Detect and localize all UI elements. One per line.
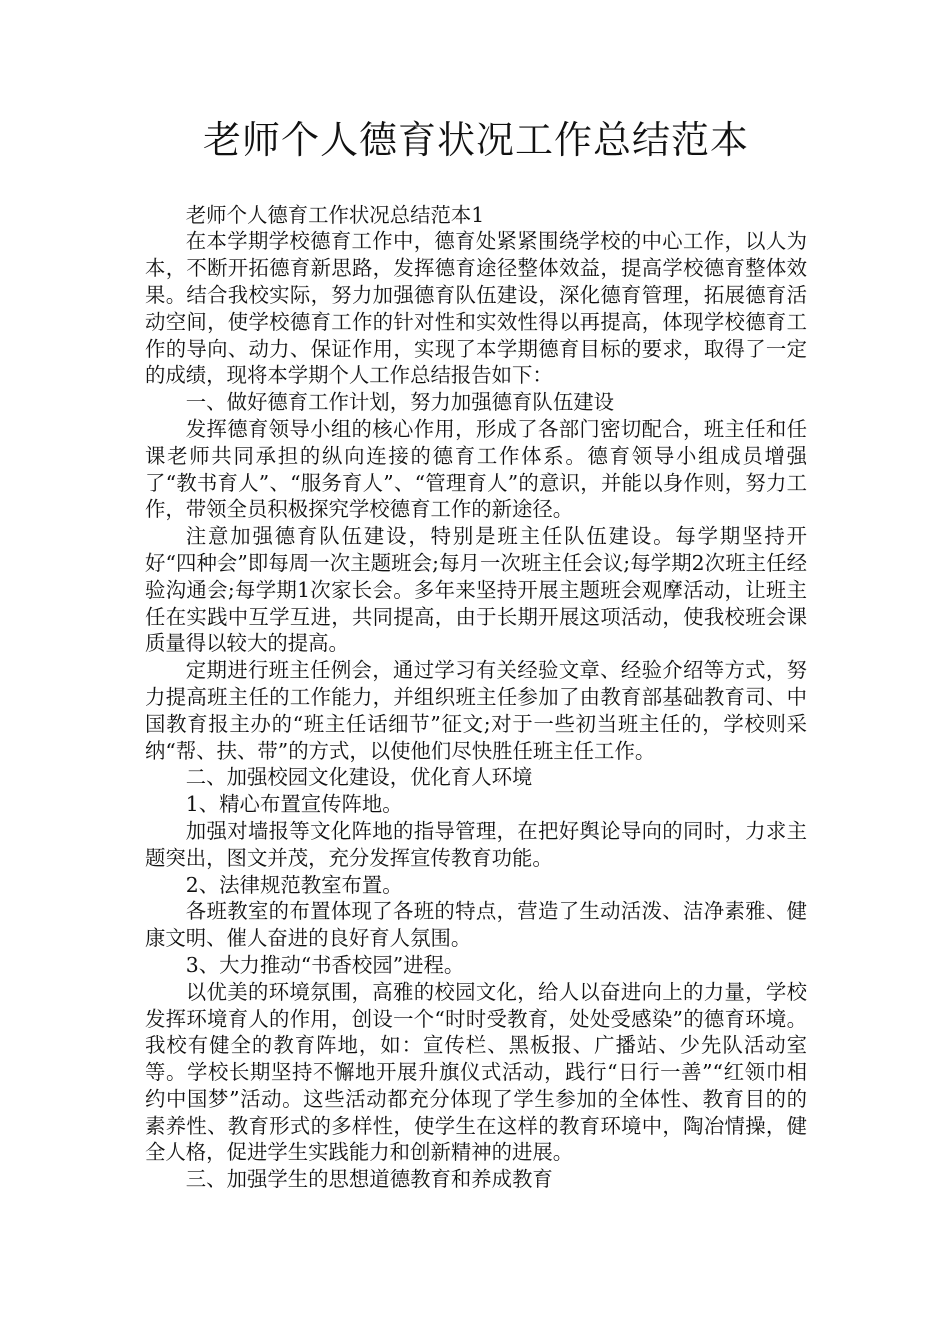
document-title: 老师个人德育状况工作总结范本 bbox=[202, 118, 749, 162]
body-paragraph: 发挥德育领导小组的核心作用，形成了各部门密切配合，班主任和任课老师共同承担的纵向连接的德育工作体系。德育领导小组成员增强了“教书育人”、“服务育人”、“管理育人”的意识，并能以身作则，努力工作，带领全员积极探究学校德育工作的新途径。 bbox=[145, 416, 807, 522]
sub-heading: 2、法律规范教室布置。 bbox=[185, 872, 403, 897]
sub-heading: 1、精心布置宣传阵地。 bbox=[185, 792, 403, 817]
body-paragraph: 在本学期学校德育工作中，德育处紧紧围绕学校的中心工作，以人为本，不断开拓德育新思路，发挥德育途径整体效益，提高学校德育整体效果。结合我校实际，努力加强德育队伍建设，深化德育管理，拓展德育活动空间，使学校德育工作的针对性和实效性得以再提高，体现学校德育工作的导向、动力、保证作用，实现了本学期德育目标的要求，取得了一定的成绩，现将本学期个人工作总结报告如下： bbox=[145, 229, 807, 388]
document-page bbox=[145, 118, 807, 1193]
body-paragraph: 各班教室的布置体现了各班的特点，营造了生动活泼、洁净素雅、健康文明、催人奋进的良好育人氛围。 bbox=[145, 899, 807, 951]
body-paragraph: 加强对墙报等文化阵地的指导管理，在把好舆论导向的同时，力求主题突出，图文并茂，充分发挥宣传教育功能。 bbox=[145, 818, 807, 870]
body-paragraph: 注意加强德育队伍建设，特别是班主任队伍建设。每学期坚持开好“四种会”即每周一次主题班会;每月一次班主任会议;每学期2次班主任经验沟通会;每学期1次家长会。多年来坚持开展主题班会观摩活动，让班主任在实践中互学互进，共同提高，由于长期开展这项活动，使我校班会课质量得以较大的提高。 bbox=[145, 524, 807, 656]
sub-heading: 3、大力推动“书香校园”进程。 bbox=[185, 952, 465, 977]
document-body bbox=[145, 202, 807, 1193]
section-heading: 一、做好德育工作计划，努力加强德育队伍建设 bbox=[185, 390, 614, 415]
body-paragraph: 以优美的环境氛围，高雅的校园文化，给人以奋进向上的力量，学校发挥环境育人的作用，创设一个“时时受教育，处处受感染”的德育环境。我校有健全的教育阵地，如：宣传栏、黑板报、广播站、少先队活动室等。学校长期坚持不懈地开展升旗仪式活动，践行“日行一善”“红领巾相约中国梦”活动。这些活动都充分体现了学生参加的全体性、教育目的的素养性、教育形式的多样性，使学生在这样的教育环境中，陶冶情操，健全人格，促进学生实践能力和创新精神的进展。 bbox=[145, 979, 807, 1165]
section-heading: 二、加强校园文化建设，优化育人环境 bbox=[185, 765, 533, 790]
section-subtitle: 老师个人德育工作状况总结范本1 bbox=[185, 202, 485, 227]
body-paragraph: 定期进行班主任例会，通过学习有关经验文章、经验介绍等方式，努力提高班主任的工作能力，并组织班主任参加了由教育部基础教育司、中国教育报主办的“班主任话细节”征文;对于一些初当班主任的，学校则采纳“帮、扶、带”的方式，以使他们尽快胜任班主任工作。 bbox=[145, 658, 807, 763]
section-heading: 三、加强学生的思想道德教育和养成教育 bbox=[185, 1167, 553, 1192]
